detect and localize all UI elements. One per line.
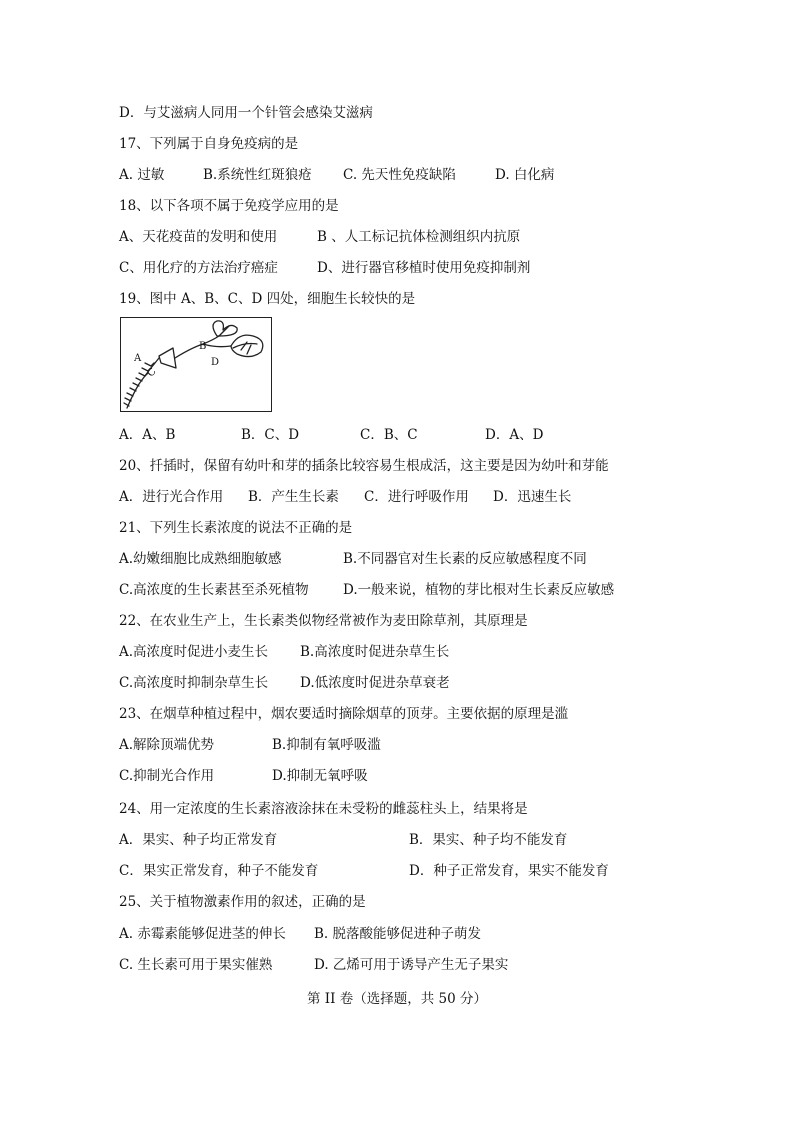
q25-option-a: A. 赤霉素能够促进茎的伸长 [119, 926, 286, 942]
q17-option-c: C. 先天性免疫缺陷 [343, 167, 456, 183]
q25-stem: 25、关于植物激素作用的叙述，正确的是 [119, 894, 366, 910]
seed-coat [159, 348, 176, 368]
q18-option-d: D、进行器官移植时使用免疫抑制剂 [317, 260, 531, 276]
q20-option-b: B．产生生长素 [248, 489, 339, 505]
q18-option-b: B 、人工标记抗体检测组织内抗原 [317, 229, 521, 245]
q18-stem: 18、以下各项不属于免疫学应用的是 [119, 198, 339, 214]
stem [175, 336, 219, 358]
q21-option-d: D.一般来说，植物的芽比根对生长素反应敏感 [343, 582, 615, 598]
q24-stem: 24、用一定浓度的生长素溶液涂抹在未受粉的雌蕊柱头上，结果将是 [119, 801, 528, 817]
figure-label-c: C [145, 366, 159, 380]
root-line [127, 358, 159, 408]
q19-option-c: C．B、C [360, 427, 418, 443]
q21-option-b: B.不同器官对生长素的反应敏感程度不同 [343, 551, 587, 567]
q18-option-c: C、用化疗的方法治疗癌症 [119, 260, 278, 276]
q20-option-d: D．迅速生长 [493, 489, 572, 505]
figure-label-b: B [199, 341, 207, 352]
q17-option-a: A. 过敏 [119, 167, 165, 183]
section-footer: 第 II 卷（选择题，共 50 分） [306, 991, 487, 1007]
q22-option-a: A.高浓度时促进小麦生长 [119, 644, 269, 660]
q22-option-d: D.低浓度时促进杂草衰老 [300, 675, 450, 691]
q22-option-c: C.高浓度时抑制杂草生长 [119, 675, 269, 691]
upper-leaf [213, 321, 237, 336]
q22-stem: 22、在农业生产上，生长素类似物经常被作为麦田除草剂，其原理是 [119, 613, 528, 629]
q24-option-d: D．种子正常发育，果实不能发育 [409, 863, 609, 879]
q23-option-a: A.解除顶端优势 [119, 737, 215, 753]
q23-option-c: C.抑制光合作用 [119, 768, 215, 784]
q19-option-b: B．C、D [241, 427, 300, 443]
q16-option-d: D．与艾滋病人同用一个针管会感染艾滋病 [119, 105, 373, 121]
q24-option-b: B．果实、种子均不能发育 [409, 832, 568, 848]
q20-option-a: A．进行光合作用 [119, 489, 224, 505]
q18-option-a: A、天花疫苗的发明和使用 [119, 229, 278, 245]
q20-stem: 20、扦插时，保留有幼叶和芽的插条比较容易生根成活，这主要是因为幼叶和芽能 [119, 458, 609, 474]
q19-option-a: A．A、B [119, 427, 176, 443]
q25-option-d: D. 乙烯可用于诱导产生无子果实 [314, 957, 509, 973]
stem-branch [203, 344, 231, 347]
q21-option-a: A.幼嫩细胞比成熟细胞敏感 [119, 551, 282, 567]
q17-stem: 17、下列属于自身免疫病的是 [119, 136, 299, 152]
q21-stem: 21、下列生长素浓度的说法不正确的是 [119, 520, 353, 536]
q17-option-d: D. 白化病 [495, 167, 555, 183]
q23-option-b: B.抑制有氧呼吸滥 [272, 737, 381, 753]
plant-seedling-figure [120, 317, 272, 412]
q25-option-b: B. 脱落酸能够促进种子萌发 [314, 926, 482, 942]
q24-option-c: C．果实正常发育，种子不能发育 [119, 863, 319, 879]
figure-label-d: D [211, 357, 220, 368]
q22-option-b: B.高浓度时促进杂草生长 [300, 644, 450, 660]
q19-stem: 19、图中 A、B、C、D 四处，细胞生长较快的是 [119, 291, 416, 307]
q25-option-c: C. 生长素可用于果实催熟 [119, 957, 273, 973]
q20-option-c: C．进行呼吸作用 [364, 489, 469, 505]
q17-option-b: B.系统性红斑狼疮 [203, 167, 312, 183]
q24-option-a: A．果实、种子均正常发育 [119, 832, 278, 848]
q21-option-c: C.高浓度的生长素甚至杀死植物 [119, 582, 309, 598]
q23-stem: 23、在烟草种植过程中，烟农要适时摘除烟草的顶芽。主要依据的原理是滥 [119, 706, 569, 722]
q19-option-d: D．A、D [485, 427, 544, 443]
figure-label-a: A [134, 353, 142, 364]
q23-option-d: D.抑制无氧呼吸 [272, 768, 368, 784]
